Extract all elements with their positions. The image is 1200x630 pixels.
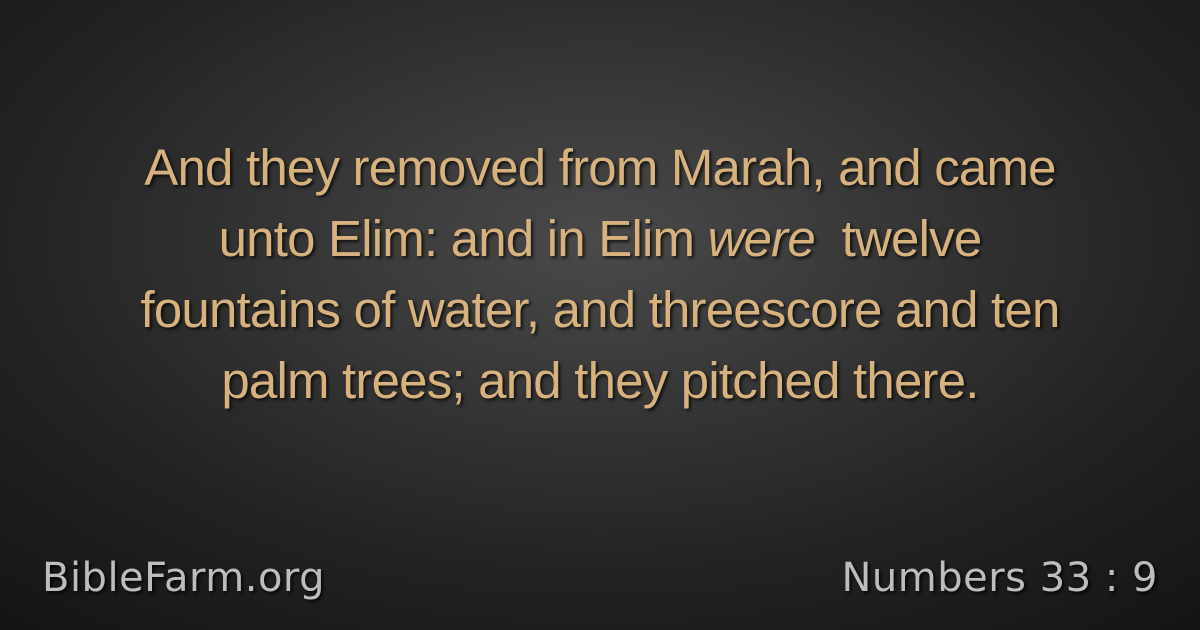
verse-line-2-end: twelve (814, 210, 982, 267)
verse-line-1: And they removed from Marah, and came (144, 139, 1056, 196)
verse-reference: Numbers 33 : 9 (841, 555, 1158, 601)
site-name: BibleFarm.org (42, 555, 326, 601)
verse-line-4: palm trees; and they pitched there. (221, 352, 979, 409)
verse-line-2-start: unto Elim: and in Elim (218, 210, 708, 267)
verse-line-2 (40, 203, 1160, 274)
verse-text (40, 132, 1160, 416)
verse-line-3: fountains of water, and threescore and ten (140, 281, 1060, 338)
verse-italic-word: were (707, 210, 815, 267)
